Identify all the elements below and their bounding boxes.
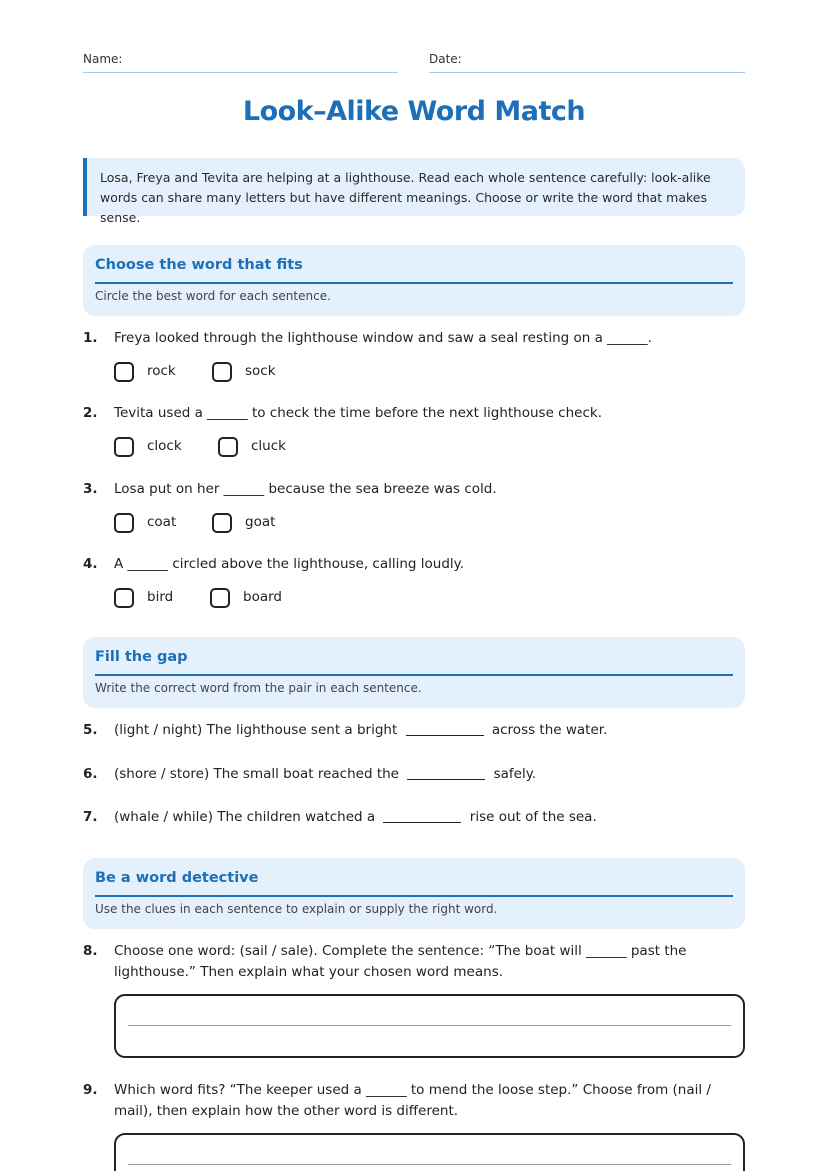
section-divider: [95, 895, 733, 897]
name-label: Name:: [83, 52, 123, 66]
date-label: Date:: [429, 52, 462, 66]
question-number: 6.: [83, 766, 98, 782]
option-label: board: [243, 589, 282, 605]
question-number: 2.: [83, 405, 98, 421]
writing-line: [128, 1164, 731, 1165]
checkbox[interactable]: [114, 437, 134, 457]
checkbox[interactable]: [114, 362, 134, 382]
question-number: 8.: [83, 943, 98, 959]
checkbox[interactable]: [210, 588, 230, 608]
question-text: Tevita used a ______ to check the time before the next lighthouse check.: [114, 405, 602, 421]
question-line: [114, 807, 745, 828]
section-subtitle: Use the clues in each sentence to explain or supply the right word.: [95, 902, 498, 916]
section-title: Fill the gap: [95, 649, 188, 665]
answer-box-8[interactable]: [114, 994, 745, 1058]
answer-box-9[interactable]: [114, 1133, 745, 1171]
option-label: rock: [147, 363, 176, 379]
question-number: 4.: [83, 556, 98, 572]
page-title: Look–Alike Word Match: [242, 96, 586, 127]
option-label: cluck: [251, 438, 286, 454]
checkbox[interactable]: [212, 362, 232, 382]
question-text-after: rise out of the sea.: [469, 809, 597, 825]
section-title: Choose the word that fits: [95, 257, 303, 273]
question-text: (whale / while) The children watched a: [114, 809, 376, 825]
section-divider: [95, 282, 733, 284]
option-label: bird: [147, 589, 174, 605]
question-text: A ______ circled above the lighthouse, calling loudly.: [114, 556, 465, 572]
question-text: Losa put on her ______ because the sea breeze was cold.: [114, 481, 497, 497]
answer-blank[interactable]: [383, 808, 461, 823]
answer-blank[interactable]: [407, 765, 485, 780]
checkbox[interactable]: [218, 437, 238, 457]
section-title: Be a word detective: [95, 870, 259, 886]
question-line: [114, 764, 745, 785]
section-choose: [83, 245, 745, 316]
question-number: 3.: [83, 481, 98, 497]
name-date-row: [83, 52, 745, 74]
question-text-after: across the water.: [491, 722, 608, 738]
writing-line: [128, 1025, 731, 1026]
question-text: Choose one word: (sail / sale). Complete the sentence: “The boat will ______ past the lighthouse.” Then explain what your chosen word means.: [114, 943, 687, 980]
question-text: Freya looked through the lighthouse window and saw a seal resting on a ______.: [114, 330, 652, 346]
option-label: clock: [147, 438, 182, 454]
section-subtitle: Circle the best word for each sentence.: [95, 289, 331, 303]
section-subtitle: Write the correct word from the pair in each sentence.: [95, 681, 422, 695]
answer-blank[interactable]: [406, 721, 484, 736]
name-field[interactable]: [83, 52, 398, 73]
section-divider: [95, 674, 733, 676]
question-text: Which word fits? “The keeper used a ______ to mend the loose step.” Choose from (nail / mail), then explain how the other word is different.: [114, 1082, 711, 1119]
question-number: 7.: [83, 809, 98, 825]
section-word-detective: [83, 858, 745, 929]
question-text: (shore / store) The small boat reached the: [114, 766, 399, 782]
question-text-after: safely.: [493, 766, 537, 782]
intro-callout: Losa, Freya and Tevita are helping at a lighthouse. Read each whole sentence carefully: look-alike words can share many letters but have different meanings. Choose or write the word that makes sense.: [83, 158, 745, 216]
option-label: goat: [245, 514, 276, 530]
date-field[interactable]: [429, 52, 745, 73]
question-number: 5.: [83, 722, 98, 738]
option-label: sock: [245, 363, 276, 379]
checkbox[interactable]: [212, 513, 232, 533]
option-label: coat: [147, 514, 177, 530]
question-line: [114, 720, 745, 741]
question-text: (light / night) The lighthouse sent a bright: [114, 722, 398, 738]
checkbox[interactable]: [114, 513, 134, 533]
question-number: 9.: [83, 1082, 98, 1098]
section-fill-gap: [83, 637, 745, 708]
question-number: 1.: [83, 330, 98, 346]
checkbox[interactable]: [114, 588, 134, 608]
